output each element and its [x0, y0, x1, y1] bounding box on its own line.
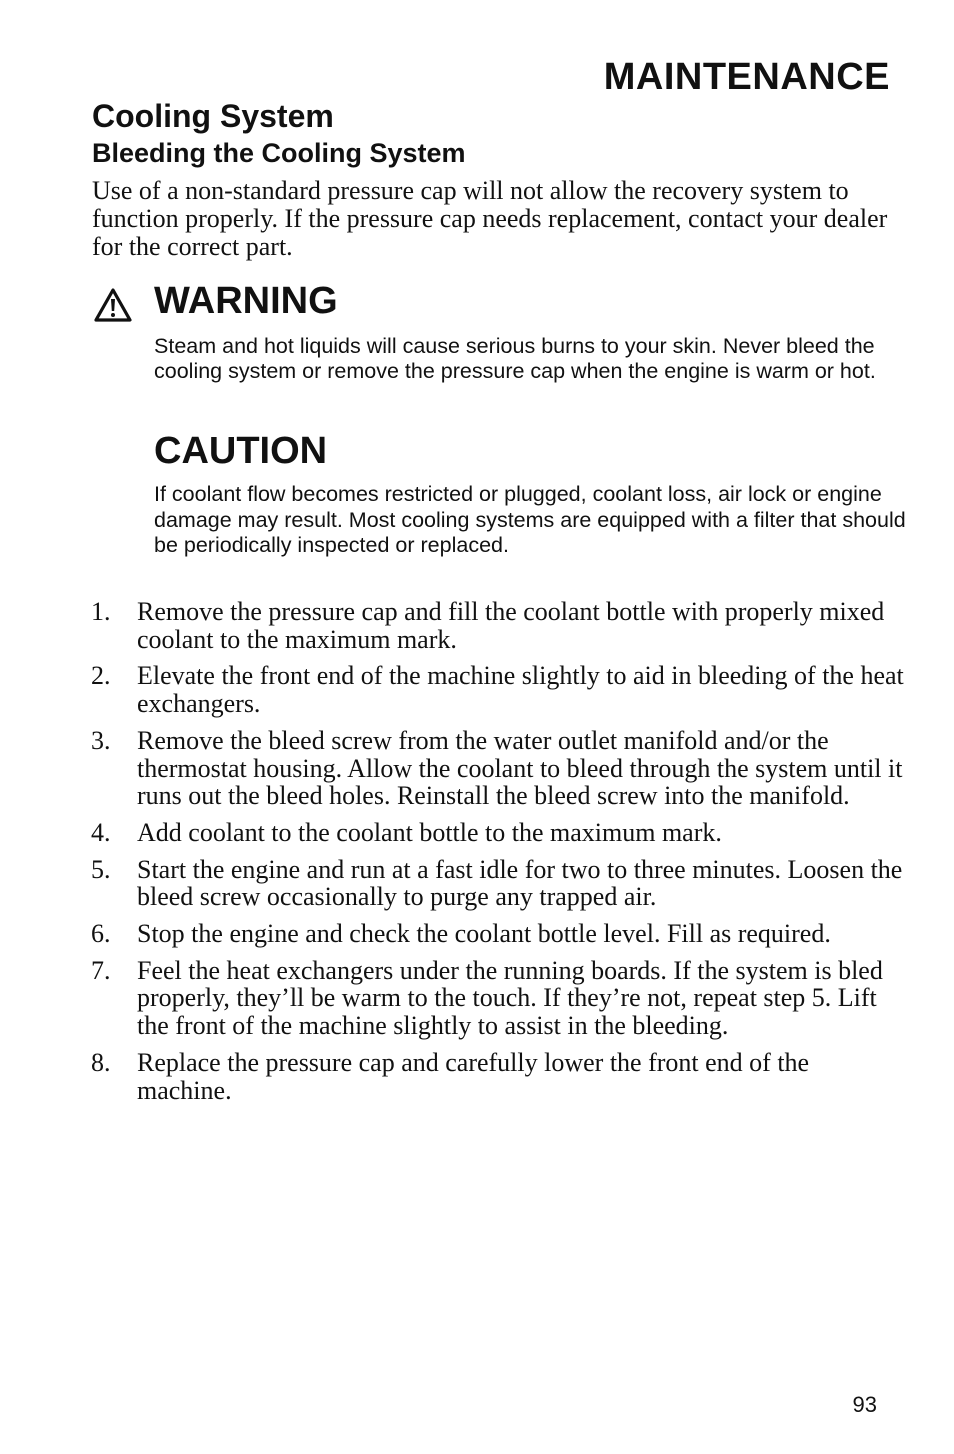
intro-paragraph: Use of a non-standard pressure cap will not allow the recovery system to function properly. If the pressure cap needs replacement, contact your dealer for the correct part.	[92, 176, 888, 261]
step-number: 6.	[91, 919, 111, 949]
list-item	[0, 598, 954, 653]
caution-body: If coolant flow becomes restricted or plugged, coolant loss, air lock or engine damage may result. Most cooling systems are equipped with a filter that should be periodically inspected or replaced.	[154, 482, 906, 557]
step-number: 8.	[91, 1047, 111, 1077]
list-item	[0, 920, 954, 948]
steps-list	[0, 598, 954, 1113]
warning-body: Steam and hot liquids will cause serious burns to your skin. Never bleed the cooling system or remove the pressure cap when the engine is warm or hot.	[154, 334, 876, 383]
step-text: Replace the pressure cap and carefully lower the front end of the machine.	[137, 1047, 810, 1105]
step-text: Feel the heat exchangers under the running boards. If the system is bled properly, they’ll be warm to the touch. If they’re not, repeat step 5. Lift the front of the machine slightly to assist in the bleeding.	[137, 955, 883, 1041]
list-item	[0, 1049, 954, 1104]
step-text: Remove the bleed screw from the water outlet manifold and/or the thermostat housing. Allow the coolant to bleed through the system until it runs out the bleed holes. Reinstall the bleed screw into the manifold.	[137, 725, 903, 811]
page-title: Cooling System	[92, 98, 334, 134]
step-number: 1.	[91, 597, 111, 626]
warning-heading: WARNING	[154, 280, 338, 322]
step-text: Remove the pressure cap and fill the coolant bottle with properly mixed coolant to the maximum mark.	[137, 597, 885, 654]
step-number: 4.	[91, 817, 111, 847]
step-text: Add coolant to the coolant bottle to the maximum mark.	[137, 817, 722, 847]
warning-triangle-icon	[94, 288, 132, 322]
list-item	[0, 856, 954, 911]
step-number: 3.	[91, 725, 111, 755]
page-number: 93	[852, 1392, 877, 1417]
page-subtitle: Bleeding the Cooling System	[92, 138, 466, 168]
section-header: MAINTENANCE	[603, 56, 890, 98]
step-text: Start the engine and run at a fast idle for two to three minutes. Loosen the bleed screw occasionally to purge any trapped air.	[137, 854, 903, 912]
list-item	[0, 727, 954, 810]
list-item	[0, 819, 954, 847]
caution-heading: CAUTION	[154, 430, 328, 472]
step-number: 5.	[91, 854, 111, 884]
step-text: Stop the engine and check the coolant bottle level. Fill as required.	[137, 919, 831, 949]
step-number: 7.	[91, 955, 111, 985]
step-number: 2.	[91, 661, 111, 691]
list-item	[0, 957, 954, 1040]
list-item	[0, 662, 954, 717]
step-text: Elevate the front end of the machine slightly to aid in bleeding of the heat exchangers.	[137, 661, 904, 719]
